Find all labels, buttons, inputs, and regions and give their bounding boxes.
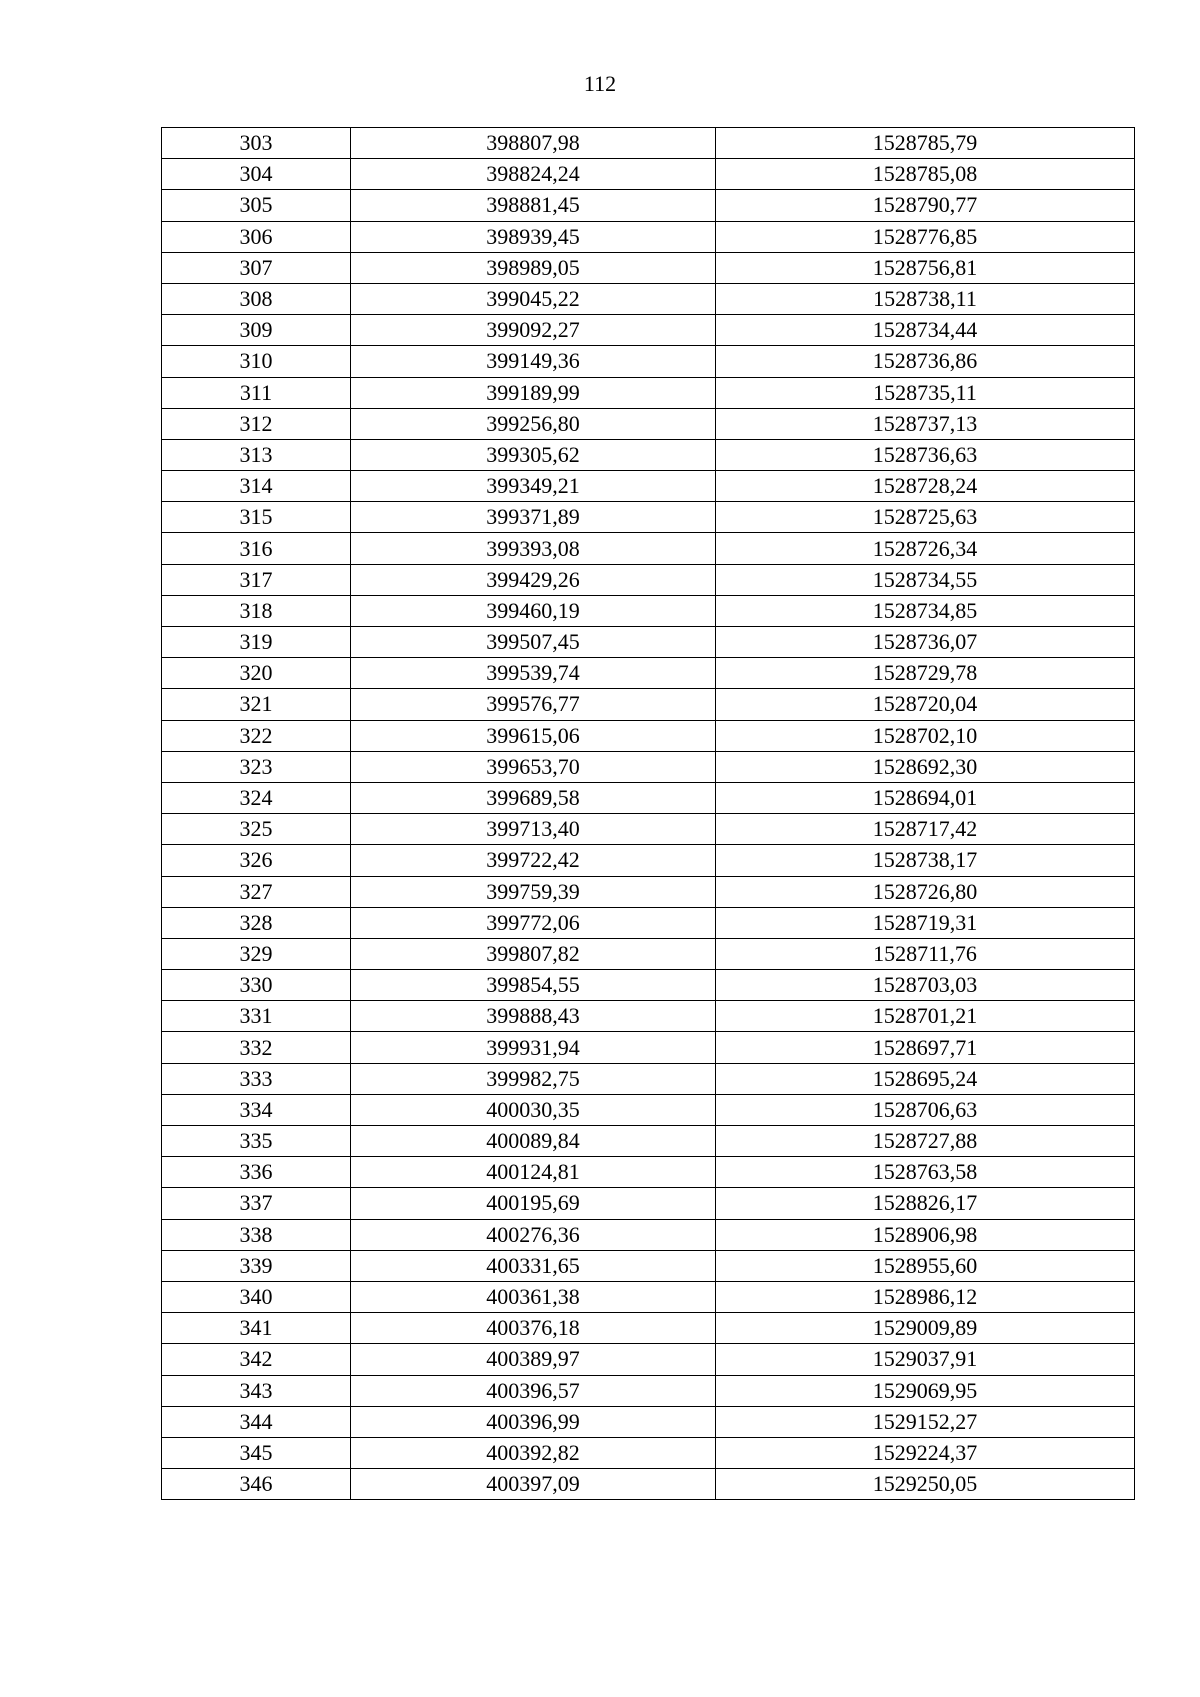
y-coordinate-cell: 1528785,08	[716, 159, 1135, 190]
x-coordinate-cell: 399931,94	[351, 1032, 716, 1063]
x-coordinate-cell: 399429,26	[351, 564, 716, 595]
y-coordinate-cell: 1528726,34	[716, 533, 1135, 564]
y-coordinate-cell: 1528790,77	[716, 190, 1135, 221]
table-row	[162, 814, 1135, 845]
x-coordinate-cell: 399772,06	[351, 907, 716, 938]
table-row	[162, 1157, 1135, 1188]
x-coordinate-cell: 399305,62	[351, 439, 716, 470]
y-coordinate-cell: 1528734,85	[716, 595, 1135, 626]
y-coordinate-cell: 1529152,27	[716, 1406, 1135, 1437]
table-row	[162, 128, 1135, 159]
y-coordinate-cell: 1528785,79	[716, 128, 1135, 159]
x-coordinate-cell: 399393,08	[351, 533, 716, 564]
table-row	[162, 751, 1135, 782]
table-row	[162, 689, 1135, 720]
x-coordinate-cell: 398989,05	[351, 252, 716, 283]
x-coordinate-cell: 399576,77	[351, 689, 716, 720]
point-number-cell: 339	[162, 1250, 351, 1281]
point-number-cell: 319	[162, 627, 351, 658]
x-coordinate-cell: 399189,99	[351, 377, 716, 408]
x-coordinate-cell: 399982,75	[351, 1063, 716, 1094]
y-coordinate-cell: 1528734,44	[716, 315, 1135, 346]
table-row	[162, 720, 1135, 751]
y-coordinate-cell: 1528697,71	[716, 1032, 1135, 1063]
table-row	[162, 471, 1135, 502]
y-coordinate-cell: 1528737,13	[716, 408, 1135, 439]
x-coordinate-cell: 399149,36	[351, 346, 716, 377]
point-number-cell: 304	[162, 159, 351, 190]
y-coordinate-cell: 1528719,31	[716, 907, 1135, 938]
y-coordinate-cell: 1528756,81	[716, 252, 1135, 283]
x-coordinate-cell: 400396,99	[351, 1406, 716, 1437]
table-row	[162, 1469, 1135, 1500]
x-coordinate-cell: 398807,98	[351, 128, 716, 159]
point-number-cell: 309	[162, 315, 351, 346]
y-coordinate-cell: 1528702,10	[716, 720, 1135, 751]
y-coordinate-cell: 1528726,80	[716, 876, 1135, 907]
y-coordinate-cell: 1528703,03	[716, 970, 1135, 1001]
x-coordinate-cell: 399722,42	[351, 845, 716, 876]
x-coordinate-cell: 399689,58	[351, 782, 716, 813]
table-row	[162, 595, 1135, 626]
y-coordinate-cell: 1528736,86	[716, 346, 1135, 377]
y-coordinate-cell: 1528692,30	[716, 751, 1135, 782]
y-coordinate-cell: 1529224,37	[716, 1437, 1135, 1468]
x-coordinate-cell: 399371,89	[351, 502, 716, 533]
coordinates-table	[161, 127, 1135, 1500]
x-coordinate-cell: 399653,70	[351, 751, 716, 782]
y-coordinate-cell: 1528729,78	[716, 658, 1135, 689]
x-coordinate-cell: 400396,57	[351, 1375, 716, 1406]
table-row	[162, 938, 1135, 969]
table-row	[162, 1344, 1135, 1375]
y-coordinate-cell: 1528728,24	[716, 471, 1135, 502]
point-number-cell: 342	[162, 1344, 351, 1375]
table-row	[162, 564, 1135, 595]
x-coordinate-cell: 399807,82	[351, 938, 716, 969]
table-row	[162, 315, 1135, 346]
x-coordinate-cell: 399713,40	[351, 814, 716, 845]
point-number-cell: 327	[162, 876, 351, 907]
y-coordinate-cell: 1528701,21	[716, 1001, 1135, 1032]
x-coordinate-cell: 399539,74	[351, 658, 716, 689]
table-row	[162, 782, 1135, 813]
y-coordinate-cell: 1528711,76	[716, 938, 1135, 969]
table-row	[162, 1375, 1135, 1406]
y-coordinate-cell: 1528734,55	[716, 564, 1135, 595]
point-number-cell: 320	[162, 658, 351, 689]
table-row	[162, 346, 1135, 377]
x-coordinate-cell: 399615,06	[351, 720, 716, 751]
y-coordinate-cell: 1528776,85	[716, 221, 1135, 252]
point-number-cell: 344	[162, 1406, 351, 1437]
point-number-cell: 337	[162, 1188, 351, 1219]
table-row	[162, 1094, 1135, 1125]
y-coordinate-cell: 1528738,11	[716, 283, 1135, 314]
table-row	[162, 190, 1135, 221]
x-coordinate-cell: 399092,27	[351, 315, 716, 346]
x-coordinate-cell: 399759,39	[351, 876, 716, 907]
point-number-cell: 341	[162, 1313, 351, 1344]
x-coordinate-cell: 398939,45	[351, 221, 716, 252]
table-row	[162, 439, 1135, 470]
point-number-cell: 318	[162, 595, 351, 626]
y-coordinate-cell: 1528694,01	[716, 782, 1135, 813]
point-number-cell: 303	[162, 128, 351, 159]
point-number-cell: 343	[162, 1375, 351, 1406]
point-number-cell: 306	[162, 221, 351, 252]
y-coordinate-cell: 1528720,04	[716, 689, 1135, 720]
point-number-cell: 323	[162, 751, 351, 782]
table-row	[162, 627, 1135, 658]
table-row	[162, 970, 1135, 1001]
y-coordinate-cell: 1529250,05	[716, 1469, 1135, 1500]
y-coordinate-cell: 1528955,60	[716, 1250, 1135, 1281]
x-coordinate-cell: 400361,38	[351, 1281, 716, 1312]
x-coordinate-cell: 400030,35	[351, 1094, 716, 1125]
point-number-cell: 322	[162, 720, 351, 751]
y-coordinate-cell: 1528725,63	[716, 502, 1135, 533]
y-coordinate-cell: 1528763,58	[716, 1157, 1135, 1188]
x-coordinate-cell: 399888,43	[351, 1001, 716, 1032]
x-coordinate-cell: 400331,65	[351, 1250, 716, 1281]
x-coordinate-cell: 399045,22	[351, 283, 716, 314]
table-row	[162, 1313, 1135, 1344]
x-coordinate-cell: 400195,69	[351, 1188, 716, 1219]
table-row	[162, 1001, 1135, 1032]
point-number-cell: 313	[162, 439, 351, 470]
x-coordinate-cell: 399256,80	[351, 408, 716, 439]
y-coordinate-cell: 1528695,24	[716, 1063, 1135, 1094]
table-row	[162, 1406, 1135, 1437]
point-number-cell: 333	[162, 1063, 351, 1094]
table-row	[162, 1032, 1135, 1063]
x-coordinate-cell: 398881,45	[351, 190, 716, 221]
x-coordinate-cell: 400397,09	[351, 1469, 716, 1500]
point-number-cell: 326	[162, 845, 351, 876]
x-coordinate-cell: 399854,55	[351, 970, 716, 1001]
table-row	[162, 1281, 1135, 1312]
table-row	[162, 1188, 1135, 1219]
point-number-cell: 321	[162, 689, 351, 720]
point-number-cell: 311	[162, 377, 351, 408]
table-row	[162, 845, 1135, 876]
y-coordinate-cell: 1528736,63	[716, 439, 1135, 470]
page-number: 112	[583, 71, 617, 96]
y-coordinate-cell: 1528738,17	[716, 845, 1135, 876]
table-row	[162, 1063, 1135, 1094]
point-number-cell: 338	[162, 1219, 351, 1250]
point-number-cell: 312	[162, 408, 351, 439]
x-coordinate-cell: 400276,36	[351, 1219, 716, 1250]
point-number-cell: 330	[162, 970, 351, 1001]
table-row	[162, 876, 1135, 907]
table-row	[162, 1437, 1135, 1468]
y-coordinate-cell: 1528717,42	[716, 814, 1135, 845]
y-coordinate-cell: 1528826,17	[716, 1188, 1135, 1219]
point-number-cell: 335	[162, 1126, 351, 1157]
point-number-cell: 334	[162, 1094, 351, 1125]
y-coordinate-cell: 1528986,12	[716, 1281, 1135, 1312]
y-coordinate-cell: 1528906,98	[716, 1219, 1135, 1250]
x-coordinate-cell: 400089,84	[351, 1126, 716, 1157]
x-coordinate-cell: 398824,24	[351, 159, 716, 190]
y-coordinate-cell: 1529069,95	[716, 1375, 1135, 1406]
point-number-cell: 325	[162, 814, 351, 845]
point-number-cell: 340	[162, 1281, 351, 1312]
table-row	[162, 221, 1135, 252]
point-number-cell: 307	[162, 252, 351, 283]
x-coordinate-cell: 399507,45	[351, 627, 716, 658]
table-row	[162, 907, 1135, 938]
point-number-cell: 308	[162, 283, 351, 314]
table-row	[162, 252, 1135, 283]
point-number-cell: 324	[162, 782, 351, 813]
table-row	[162, 502, 1135, 533]
table-row	[162, 658, 1135, 689]
x-coordinate-cell: 400389,97	[351, 1344, 716, 1375]
point-number-cell: 331	[162, 1001, 351, 1032]
x-coordinate-cell: 399349,21	[351, 471, 716, 502]
point-number-cell: 329	[162, 938, 351, 969]
y-coordinate-cell: 1528735,11	[716, 377, 1135, 408]
point-number-cell: 310	[162, 346, 351, 377]
table-row	[162, 1250, 1135, 1281]
table-row	[162, 408, 1135, 439]
table-row	[162, 159, 1135, 190]
point-number-cell: 346	[162, 1469, 351, 1500]
point-number-cell: 316	[162, 533, 351, 564]
table-row	[162, 533, 1135, 564]
y-coordinate-cell: 1529037,91	[716, 1344, 1135, 1375]
x-coordinate-cell: 399460,19	[351, 595, 716, 626]
point-number-cell: 328	[162, 907, 351, 938]
table-row	[162, 1219, 1135, 1250]
point-number-cell: 314	[162, 471, 351, 502]
table-row	[162, 283, 1135, 314]
point-number-cell: 336	[162, 1157, 351, 1188]
point-number-cell: 317	[162, 564, 351, 595]
y-coordinate-cell: 1529009,89	[716, 1313, 1135, 1344]
x-coordinate-cell: 400124,81	[351, 1157, 716, 1188]
y-coordinate-cell: 1528706,63	[716, 1094, 1135, 1125]
x-coordinate-cell: 400392,82	[351, 1437, 716, 1468]
table-row	[162, 377, 1135, 408]
point-number-cell: 332	[162, 1032, 351, 1063]
coordinates-table-body	[162, 128, 1135, 1500]
point-number-cell: 345	[162, 1437, 351, 1468]
x-coordinate-cell: 400376,18	[351, 1313, 716, 1344]
point-number-cell: 315	[162, 502, 351, 533]
point-number-cell: 305	[162, 190, 351, 221]
table-row	[162, 1126, 1135, 1157]
y-coordinate-cell: 1528736,07	[716, 627, 1135, 658]
y-coordinate-cell: 1528727,88	[716, 1126, 1135, 1157]
